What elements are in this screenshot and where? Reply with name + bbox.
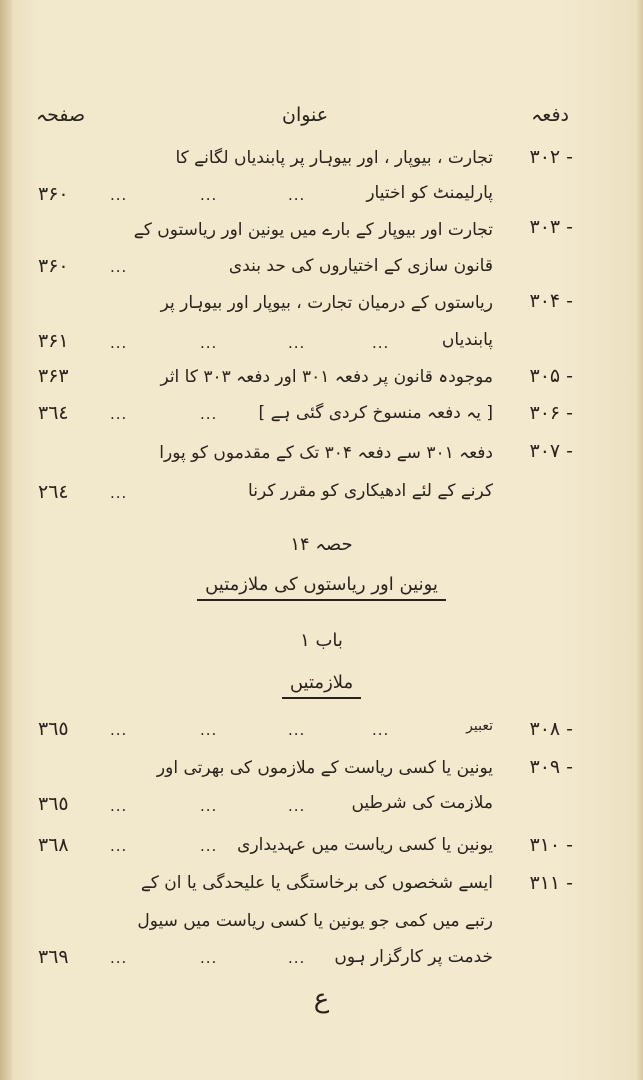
leader-dots: ... <box>200 186 218 204</box>
leader-dots: ... <box>372 721 390 739</box>
page-number: ۳۶۰ <box>38 255 69 277</box>
page-number: ۳٦۸ <box>38 834 69 856</box>
entry-title-line: [ یہ دفعہ منسوخ کردی گئی ہے ] <box>258 403 493 423</box>
entry-title-line: یونین یا کسی ریاست میں عہدیداری <box>237 835 493 855</box>
entry-title-line: پارلیمنٹ کو اختیار <box>366 183 493 203</box>
leader-dots: ... <box>288 797 306 815</box>
page-number: ۳٦۹ <box>38 946 69 968</box>
entry-title-line: تجارت ، بیوپار ، اور بیوہار پر پابندیاں لگانے کا <box>175 148 493 168</box>
entry-title-line: ایسے شخصوں کی برخاستگی یا علیحدگی یا ان کے <box>140 873 493 893</box>
page-number: ۳۶۰ <box>38 183 69 205</box>
page-column-header: صفحہ <box>36 104 86 126</box>
leader-dots: ... <box>110 797 128 815</box>
entry-title-line: یونین یا کسی ریاست کے ملازموں کی بھرتی اور <box>156 758 493 778</box>
entry-title-line: قانون سازی کے اختیاروں کی حد بندی <box>228 256 493 276</box>
section-number: ۳۰۸ - <box>529 718 573 740</box>
part-heading: حصہ ۱۴ <box>290 534 353 555</box>
leader-dots: ... <box>200 949 218 967</box>
leader-dots: ... <box>200 334 218 352</box>
leader-dots: ... <box>110 334 128 352</box>
entry-title-line: موجودہ قانون پر دفعہ ۳۰۱ اور دفعہ ۳۰۳ کا اثر <box>160 367 493 387</box>
entry-title-line: تجارت اور بیوپار کے بارے میں یونین اور ریاستوں کے <box>133 220 493 240</box>
section-number: ۳۱۰ - <box>529 834 573 856</box>
leader-dots: ... <box>200 405 218 423</box>
footer-page-letter: ع <box>313 984 330 1014</box>
entry-title-line: خدمت پر کارگزار ہوں <box>334 947 493 967</box>
page-number: ۳٦٥ <box>38 793 69 815</box>
leader-dots: ... <box>200 721 218 739</box>
section-number: ۳۰۴ - <box>529 290 573 312</box>
section-number: ۳۰۷ - <box>529 440 573 462</box>
leader-dots: ... <box>200 797 218 815</box>
leader-dots: ... <box>288 186 306 204</box>
leader-dots: ... <box>288 334 306 352</box>
entry-title-line: پابندیاں <box>441 330 493 350</box>
leader-dots: ... <box>288 949 306 967</box>
chapter-heading: باب ۱ <box>300 630 343 651</box>
page-number: ۳٦٥ <box>38 718 69 740</box>
section-number: ۳۰۲ - <box>529 146 573 168</box>
leader-dots: ... <box>372 334 390 352</box>
leader-dots: ... <box>110 186 128 204</box>
page-number: ۳۶۱ <box>38 330 69 352</box>
entry-title-line: ملازمت کی شرطیں <box>351 793 493 813</box>
leader-dots: ... <box>110 949 128 967</box>
entry-title-line: ریاستوں کے درمیان تجارت ، بیوپار اور بیوہار پر <box>160 293 493 313</box>
part-title-wrap <box>0 574 643 601</box>
section-number: ۳۰۹ - <box>529 756 573 778</box>
entry-title-line: تعبیر <box>466 718 493 734</box>
leader-dots: ... <box>110 405 128 423</box>
part-title: یونین اور ریاستوں کی ملازمتیں <box>197 574 446 601</box>
title-column-header: عنوان <box>282 104 329 126</box>
leader-dots: ... <box>110 837 128 855</box>
chapter-title: ملازمتیں <box>282 672 361 699</box>
chapter-title-wrap <box>0 672 643 699</box>
leader-dots: ... <box>110 484 128 502</box>
page-number: ۲٦٤ <box>38 481 69 503</box>
section-number: ۳۱۱ - <box>529 872 573 894</box>
leader-dots: ... <box>110 721 128 739</box>
section-number: ۳۰۵ - <box>529 365 573 387</box>
leader-dots: ... <box>288 721 306 739</box>
section-number: ۳۰۶ - <box>529 402 573 424</box>
entry-title-line: کرنے کے لئے ادھیکاری کو مقرر کرنا <box>248 481 493 501</box>
section-number: ۳۰۳ - <box>529 216 573 238</box>
entry-title-line: دفعہ ۳۰۱ سے دفعہ ۳۰۴ تک کے مقدموں کو پورا <box>159 443 493 463</box>
entry-title-line: رتبے میں کمی جو یونین یا کسی ریاست میں سیول <box>137 911 493 931</box>
page-number: ۳۶۳ <box>38 365 69 387</box>
section-column-header: دفعہ <box>531 104 569 126</box>
leader-dots: ... <box>200 837 218 855</box>
page-number: ۳٦٤ <box>38 402 69 424</box>
leader-dots: ... <box>110 258 128 276</box>
